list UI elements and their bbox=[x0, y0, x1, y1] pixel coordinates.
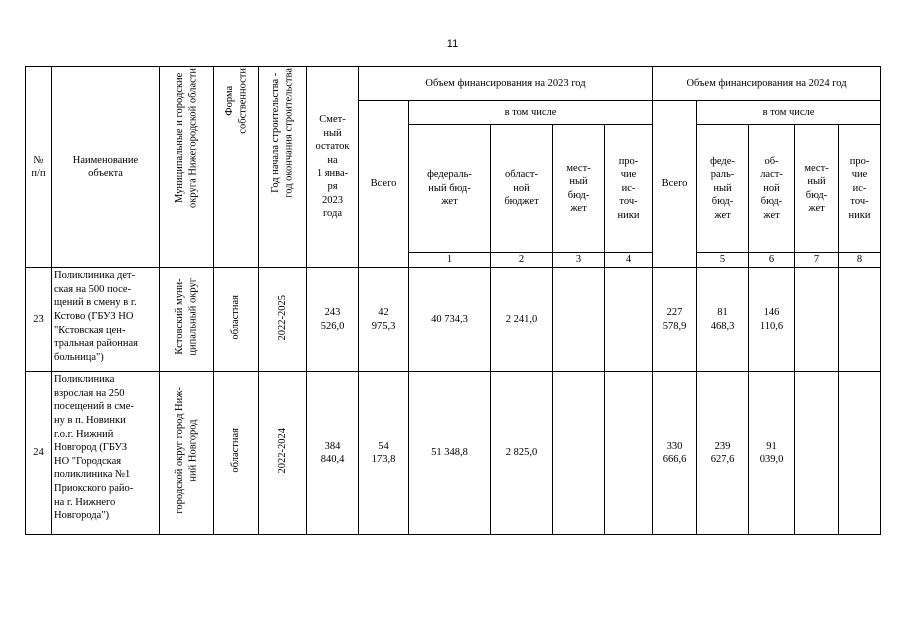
column-number: 3 bbox=[553, 253, 605, 268]
header-estimate: Смет- ный остаток на 1 янва- ря 2023 года bbox=[307, 67, 359, 268]
ownership-cell: областная bbox=[214, 268, 259, 372]
header-ownership: Форма собственности bbox=[214, 67, 259, 268]
header-municipality: Муниципальные и городские округа Нижегородской области bbox=[160, 67, 214, 268]
regional-2024-cell: 91 039,0 bbox=[749, 372, 795, 535]
municipality-cell: Кстовский муни- ципальный округ bbox=[160, 268, 214, 372]
header-years: Год начала строительства - год окончания строительства bbox=[259, 67, 307, 268]
header-other-2023: про- чие ис- точ- ники bbox=[605, 125, 653, 253]
header-regional-2024: об- ласт- ной бюд- жет bbox=[749, 125, 795, 253]
column-number: 6 bbox=[749, 253, 795, 268]
header-num: № п/п bbox=[26, 67, 52, 268]
financing-table bbox=[25, 66, 881, 535]
header-other-2024: про- чие ис- точ- ники bbox=[839, 125, 881, 253]
years-cell: 2022-2024 bbox=[259, 372, 307, 535]
page-number: 11 bbox=[446, 38, 459, 50]
column-number: 5 bbox=[697, 253, 749, 268]
header-federal-2024: феде- раль- ный бюд- жет bbox=[697, 125, 749, 253]
table-row bbox=[26, 268, 881, 372]
total-2023-cell: 54 173,8 bbox=[359, 372, 409, 535]
other-2023-cell bbox=[605, 268, 653, 372]
federal-2024-cell: 81 468,3 bbox=[697, 268, 749, 372]
column-number: 2 bbox=[491, 253, 553, 268]
regional-2023-cell: 2 825,0 bbox=[491, 372, 553, 535]
column-number: 7 bbox=[795, 253, 839, 268]
header-total-2024: Всего bbox=[653, 101, 697, 268]
ownership-cell: областная bbox=[214, 372, 259, 535]
local-2024-cell bbox=[795, 372, 839, 535]
local-2024-cell bbox=[795, 268, 839, 372]
federal-2023-cell: 40 734,3 bbox=[409, 268, 491, 372]
header-name: Наименование объекта bbox=[52, 67, 160, 268]
header-including-2024: в том числе bbox=[697, 101, 881, 125]
column-number: 1 bbox=[409, 253, 491, 268]
object-name: Поликлиника дет- ская на 500 посе- щений в смену в г. Кстово (ГБУЗ НО "Кстовская цен- тральная районная больница") bbox=[52, 268, 160, 372]
estimate-cell: 243 526,0 bbox=[307, 268, 359, 372]
header-local-2024: мест- ный бюд- жет bbox=[795, 125, 839, 253]
federal-2023-cell: 51 348,8 bbox=[409, 372, 491, 535]
other-2024-cell bbox=[839, 372, 881, 535]
total-2024-cell: 227 578,9 bbox=[653, 268, 697, 372]
table-row bbox=[26, 372, 881, 535]
header-financing-2023: Объем финансирования на 2023 год bbox=[359, 67, 653, 101]
regional-2024-cell: 146 110,6 bbox=[749, 268, 795, 372]
other-2023-cell bbox=[605, 372, 653, 535]
header-local-2023: мест- ный бюд- жет bbox=[553, 125, 605, 253]
row-number: 23 bbox=[26, 268, 52, 372]
other-2024-cell bbox=[839, 268, 881, 372]
years-cell: 2022-2025 bbox=[259, 268, 307, 372]
header-federal-2023: федераль- ный бюд- жет bbox=[409, 125, 491, 253]
header-financing-2024: Объем финансирования на 2024 год bbox=[653, 67, 881, 101]
column-number: 4 bbox=[605, 253, 653, 268]
local-2023-cell bbox=[553, 372, 605, 535]
federal-2024-cell: 239 627,6 bbox=[697, 372, 749, 535]
row-number: 24 bbox=[26, 372, 52, 535]
total-2024-cell: 330 666,6 bbox=[653, 372, 697, 535]
header-regional-2023: област- ной бюджет bbox=[491, 125, 553, 253]
municipality-cell: городской округ город Ниж- ний Новгород bbox=[160, 372, 214, 535]
column-number: 8 bbox=[839, 253, 881, 268]
estimate-cell: 384 840,4 bbox=[307, 372, 359, 535]
header-including-2023: в том числе bbox=[409, 101, 653, 125]
total-2023-cell: 42 975,3 bbox=[359, 268, 409, 372]
header-total-2023: Всего bbox=[359, 101, 409, 268]
object-name: Поликлиника взрослая на 250 посещений в сме- ну в п. Новинки г.о.г. Нижний Новгород (ГБУЗ НО "Городская поликлиника №1 Приокского райо- на г. Нижнего Новгорода") bbox=[52, 372, 160, 535]
regional-2023-cell: 2 241,0 bbox=[491, 268, 553, 372]
local-2023-cell bbox=[553, 268, 605, 372]
